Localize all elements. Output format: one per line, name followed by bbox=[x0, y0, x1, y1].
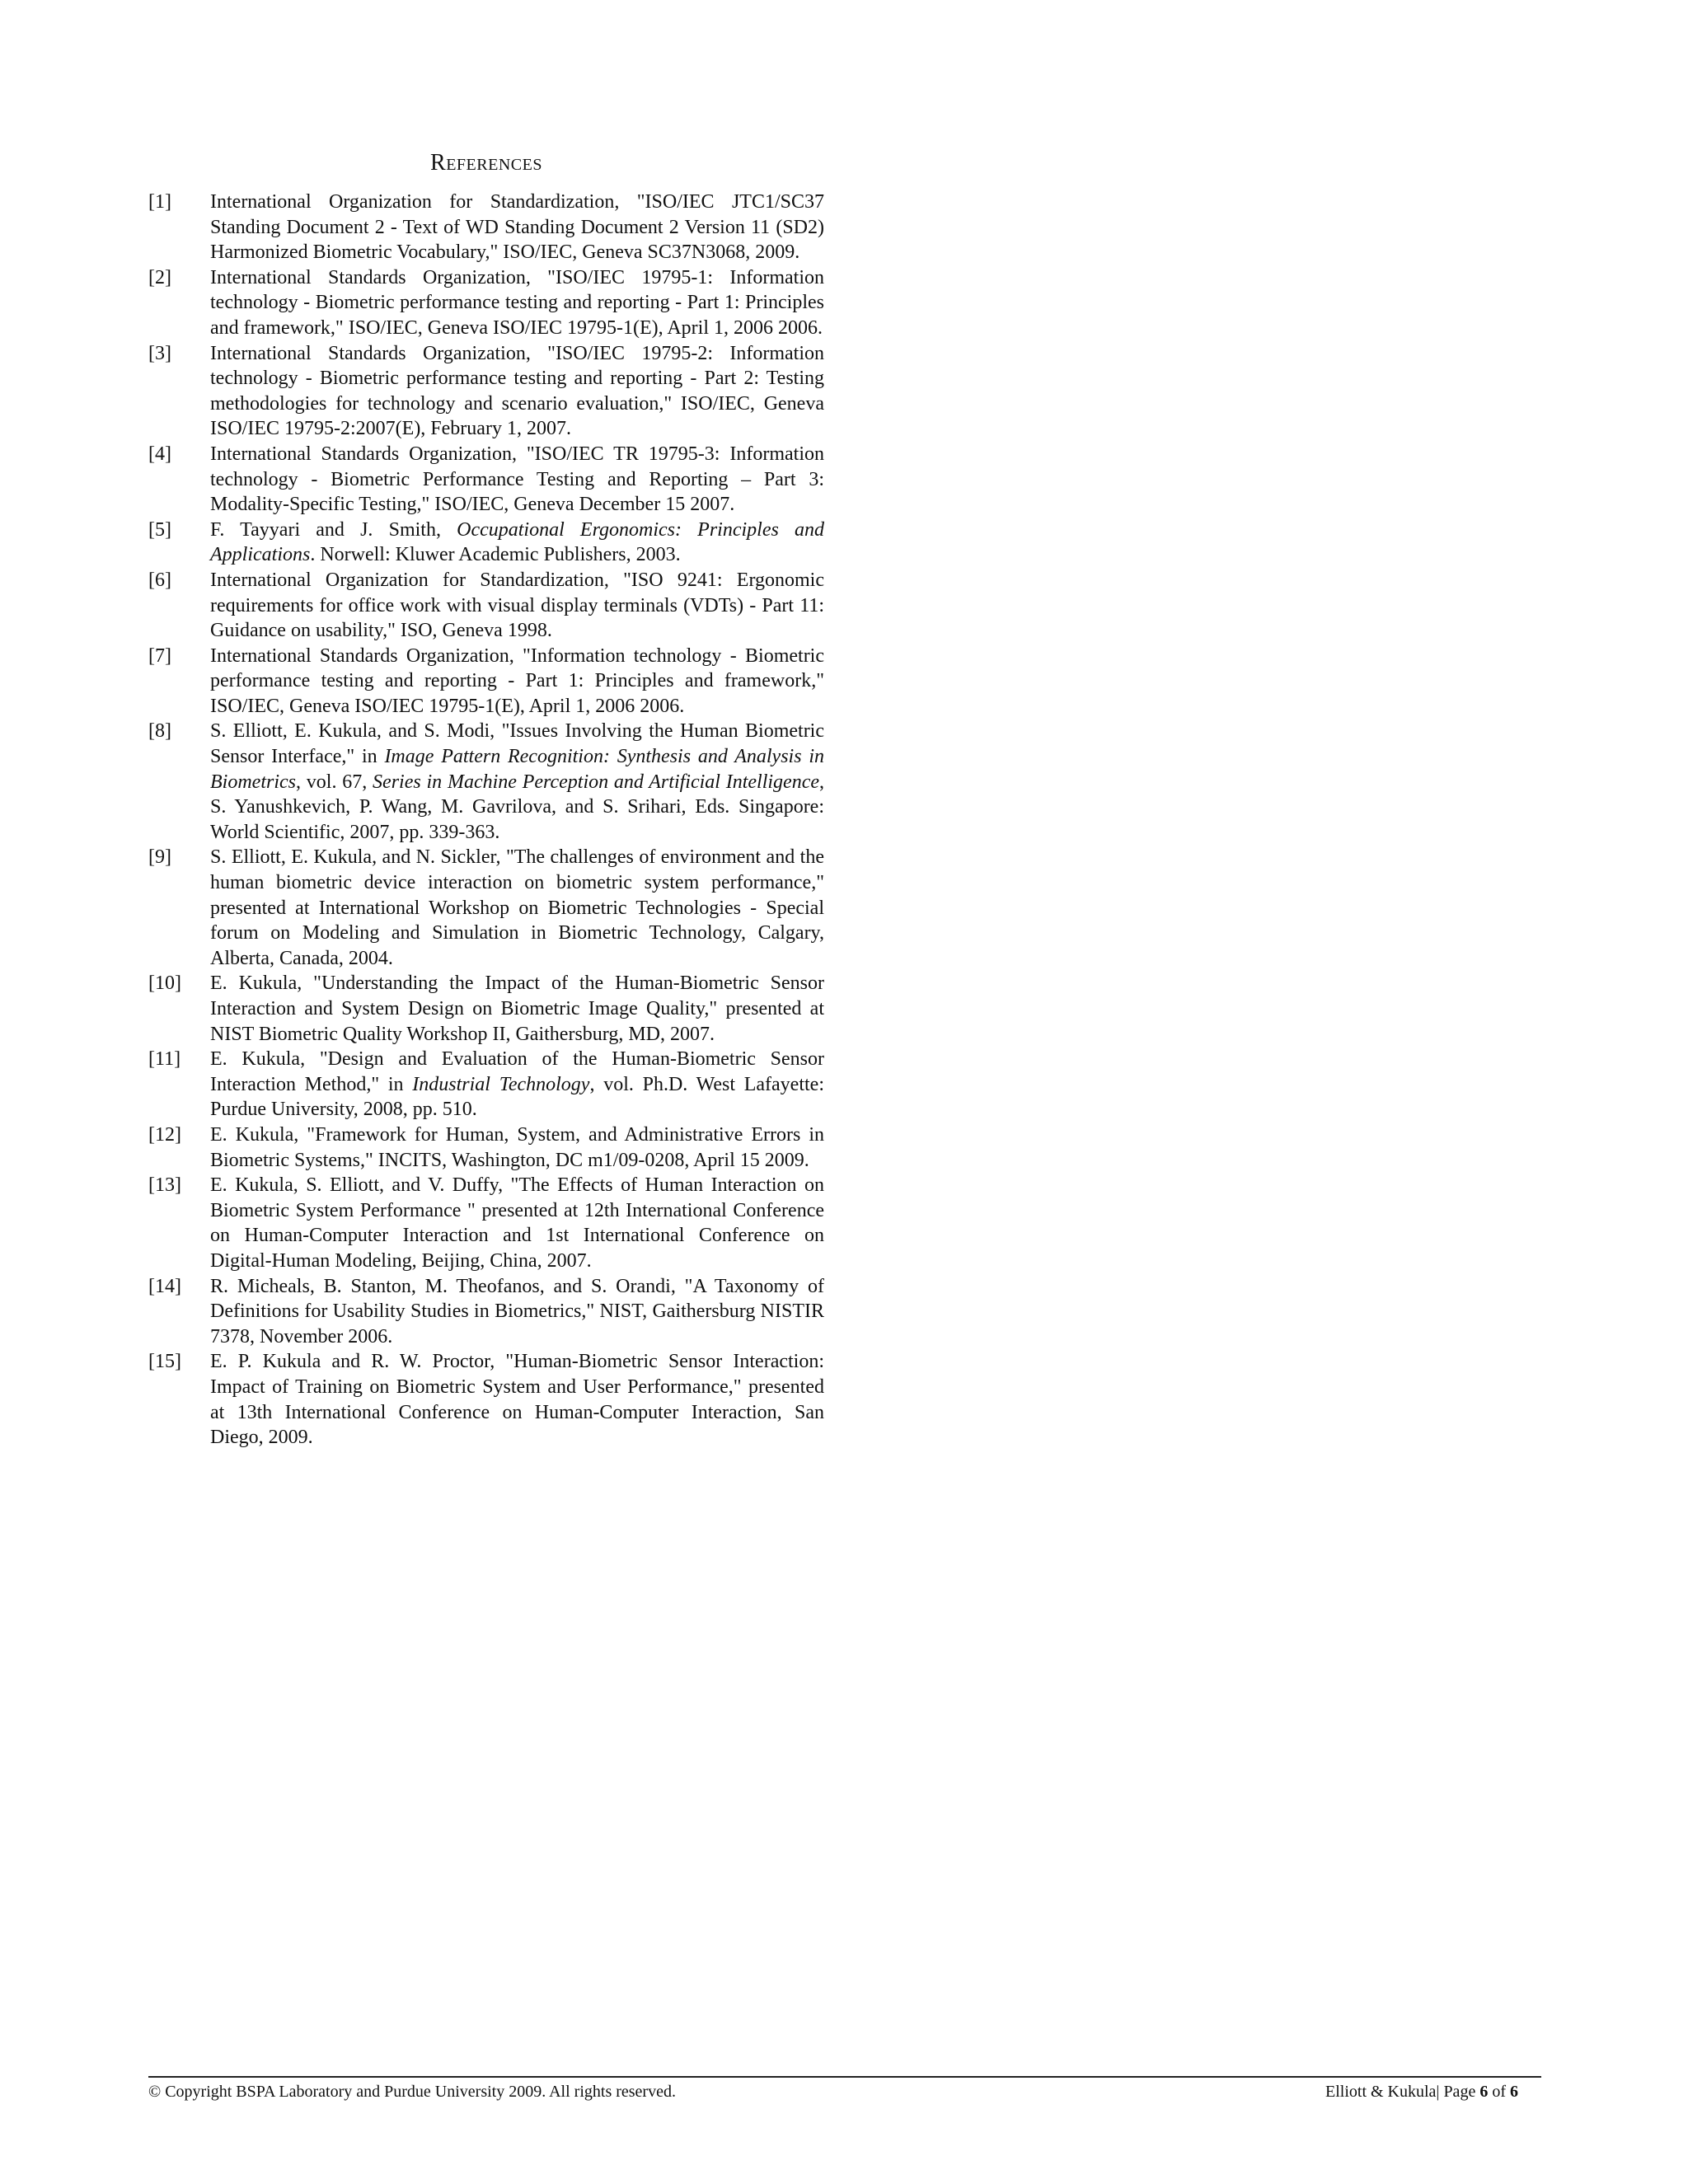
reference-text-segment: E. P. Kukula and R. W. Proctor, "Human-Biometric Sensor Interaction: Impact of Training on Biometric System and User Performance," presented at 13th International Conference on Human-Computer Interaction, San Diego, 2009. bbox=[210, 1351, 824, 1449]
references-heading: References bbox=[430, 150, 542, 176]
reference-text bbox=[210, 1349, 824, 1450]
reference-italic-title: Series in Machine Perception and Artificial Intelligence bbox=[373, 771, 820, 793]
reference-item bbox=[148, 644, 824, 719]
reference-number: [15] bbox=[148, 1351, 181, 1373]
reference-text bbox=[210, 568, 824, 644]
reference-text bbox=[210, 644, 824, 719]
footer-page-info bbox=[1325, 2081, 1518, 2102]
reference-number: [4] bbox=[148, 443, 171, 465]
reference-text-segment: E. Kukula, S. Elliott, and V. Duffy, "The Effects of Human Interaction on Biometric System Performance " presented at 12th International Conference on Human-Computer Interaction and 1st International Conference on Digital-Human Modeling, Beijing, China, 2007. bbox=[210, 1174, 824, 1272]
reference-item bbox=[148, 1274, 824, 1350]
reference-item bbox=[148, 971, 824, 1047]
reference-text-segment: E. Kukula, "Understanding the Impact of the Human-Biometric Sensor Interaction and System Design on Biometric Image Quality," presented at NIST Biometric Quality Workshop II, Gaithersburg, MD, 2007. bbox=[210, 972, 824, 1045]
reference-text bbox=[210, 341, 824, 442]
reference-number: [11] bbox=[148, 1048, 181, 1071]
reference-text-segment: . Norwell: Kluwer Academic Publishers, 2003. bbox=[310, 544, 681, 566]
reference-number: [7] bbox=[148, 644, 171, 667]
reference-text-segment: , vol. 67, bbox=[295, 771, 373, 793]
reference-text-segment: International Standards Organization, "ISO/IEC 19795-2: Information technology - Biometric performance testing and reporting - Part 2: Testing methodologies for technology and scenario evaluation," ISO/IEC, Geneva ISO/IEC 19795-2:2007(E), February 1, 2007. bbox=[210, 342, 824, 440]
reference-number: [2] bbox=[148, 266, 171, 288]
reference-item bbox=[148, 518, 824, 568]
reference-text-segment: International Organization for Standardization, "ISO 9241: Ergonomic requirements for office work with visual display terminals (VDTs) - Part 11: Guidance on usability," ISO, Geneva 1998. bbox=[210, 569, 824, 642]
reference-text bbox=[210, 971, 824, 1047]
reference-text bbox=[210, 265, 824, 341]
reference-text bbox=[210, 190, 824, 265]
reference-item bbox=[148, 568, 824, 644]
reference-text-segment: International Standards Organization, "ISO/IEC TR 19795-3: Information technology - Biometric Performance Testing and Reporting – Part 3: Modality-Specific Testing," ISO/IEC, Geneva December 15 2007. bbox=[210, 443, 824, 516]
reference-item bbox=[148, 845, 824, 971]
reference-item bbox=[148, 1122, 824, 1173]
reference-text-segment: , vol. Ph.D. West Lafayette: Purdue University, 2008, pp. 510. bbox=[210, 1073, 824, 1121]
reference-number: [14] bbox=[148, 1275, 181, 1297]
reference-text bbox=[210, 518, 824, 568]
footer-divider bbox=[148, 2076, 1541, 2078]
reference-number: [9] bbox=[148, 846, 171, 869]
footer-page-current: 6 bbox=[1479, 2083, 1489, 2101]
reference-text bbox=[210, 1173, 824, 1273]
reference-text-segment: E. Kukula, "Design and Evaluation of the Human-Biometric Sensor Interaction Method," in bbox=[210, 1048, 824, 1095]
reference-text bbox=[210, 1047, 824, 1122]
footer-page-of: of bbox=[1488, 2083, 1510, 2101]
reference-number: [13] bbox=[148, 1174, 181, 1197]
reference-number: [5] bbox=[148, 518, 171, 541]
reference-item bbox=[148, 442, 824, 518]
reference-text-segment: R. Micheals, B. Stanton, M. Theofanos, and S. Orandi, "A Taxonomy of Definitions for Usability Studies in Biometrics," NIST, Gaithersburg NISTIR 7378, November 2006. bbox=[210, 1275, 824, 1347]
reference-item bbox=[148, 719, 824, 845]
reference-text-segment: International Organization for Standardization, "ISO/IEC JTC1/SC37 Standing Document 2 - Text of WD Standing Document 2 Version 11 (SD2) Harmonized Biometric Vocabulary," ISO/IEC, Geneva SC37N3068, 2009. bbox=[210, 191, 824, 264]
reference-text-segment: F. Tayyari and J. Smith, bbox=[210, 518, 457, 541]
reference-number: [1] bbox=[148, 191, 171, 213]
reference-text bbox=[210, 845, 824, 971]
reference-item bbox=[148, 341, 824, 442]
reference-text-segment: S. Elliott, E. Kukula, and S. Modi, "Issues Involving the Human Biometric Sensor Interface," in bbox=[210, 720, 824, 768]
reference-italic-title: Image Pattern Recognition: Synthesis and Analysis in Biometrics bbox=[210, 746, 824, 793]
footer-copyright: © Copyright BSPA Laboratory and Purdue University 2009. All rights reserved. bbox=[148, 2083, 676, 2101]
reference-text bbox=[210, 1122, 824, 1173]
reference-number: [3] bbox=[148, 342, 171, 364]
reference-text bbox=[210, 719, 824, 845]
references-list bbox=[148, 190, 824, 1451]
reference-text-segment: International Standards Organization, "Information technology - Biometric performance testing and reporting - Part 1: Principles and framework," ISO/IEC, Geneva ISO/IEC 19795-1(E), April 1, 2006 2006. bbox=[210, 644, 824, 717]
reference-number: [8] bbox=[148, 720, 171, 743]
reference-item bbox=[148, 190, 824, 265]
reference-text-segment: , S. Yanushkevich, P. Wang, M. Gavrilova, and S. Srihari, Eds. Singapore: World Scientific, 2007, pp. 339-363. bbox=[210, 771, 825, 843]
reference-italic-title: Industrial Technology bbox=[412, 1073, 590, 1095]
reference-text-segment: International Standards Organization, "ISO/IEC 19795-1: Information technology - Biometric performance testing and reporting - Part 1: Principles and framework," ISO/IEC, Geneva ISO/IEC 19795-1(E), April 1, 2006 2006. bbox=[210, 266, 824, 339]
reference-text bbox=[210, 442, 824, 518]
reference-item bbox=[148, 1349, 824, 1450]
reference-italic-title: Occupational Ergonomics: Principles and Applications bbox=[210, 518, 824, 566]
reference-item bbox=[148, 265, 824, 341]
reference-number: [10] bbox=[148, 972, 181, 995]
reference-text-segment: E. Kukula, "Framework for Human, System, and Administrative Errors in Biometric Systems," INCITS, Washington, DC m1/09-0208, April 15 2009. bbox=[210, 1123, 824, 1171]
reference-text-segment: S. Elliott, E. Kukula, and N. Sickler, "The challenges of environment and the human biometric device interaction on biometric system performance," presented at International Workshop on Biometric Technologies - Special forum on Modeling and Simulation in Biometric Technology, Calgary, Alberta, Canada, 2004. bbox=[210, 846, 824, 969]
reference-item bbox=[148, 1047, 824, 1122]
reference-number: [6] bbox=[148, 569, 171, 591]
reference-item bbox=[148, 1173, 824, 1273]
footer-page-total: 6 bbox=[1510, 2083, 1518, 2101]
reference-number: [12] bbox=[148, 1123, 181, 1146]
reference-text bbox=[210, 1274, 824, 1350]
footer-authors: Elliott & Kukula| Page bbox=[1325, 2083, 1480, 2101]
